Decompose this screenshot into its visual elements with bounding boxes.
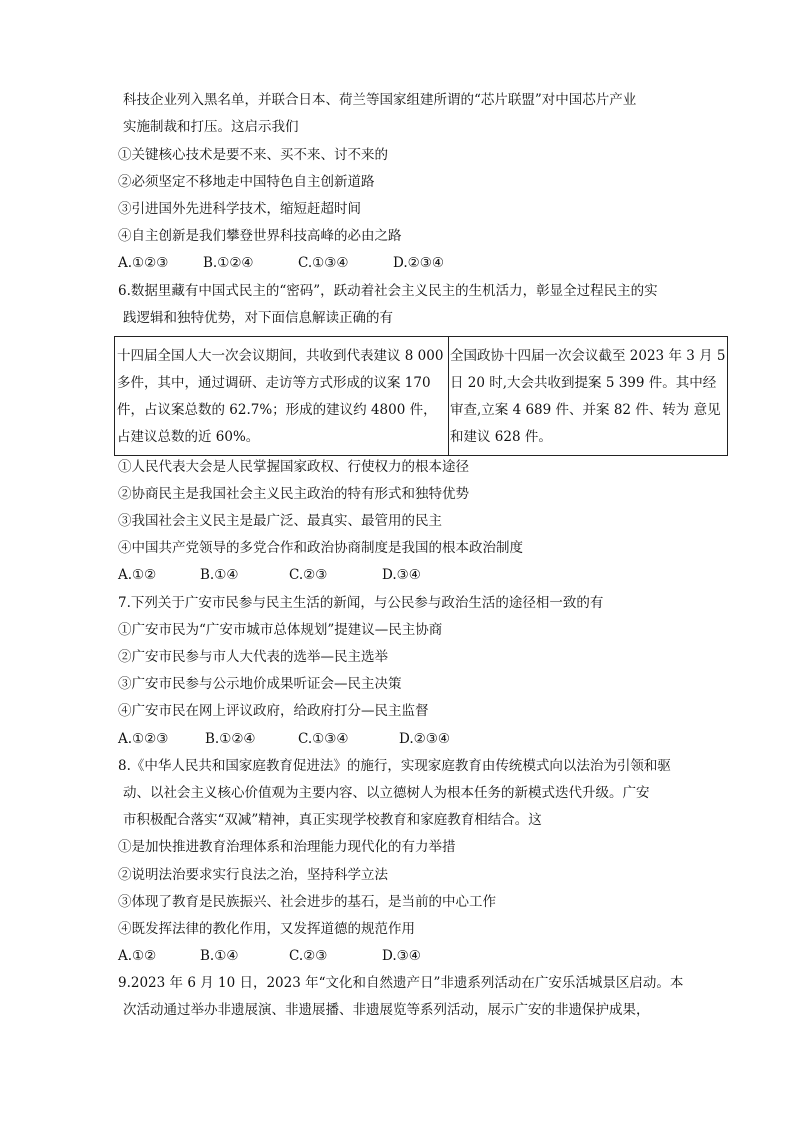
q9-stem-line-1: 9.2023 年 6 月 10 日，2023 年“文化和自然遗产日”非遗系列活动在广安乐活城景区启动。本 xyxy=(118,975,684,991)
q5-option-c: C.①③④ xyxy=(298,255,349,271)
q5-item-2: ②必须坚定不移地走中国特色自主创新道路 xyxy=(118,174,375,190)
q6-stem-line-1: 6.数据里藏有中国式民主的“密码”，跃动着社会主义民主的生机活力，彰显全过程民主的实 xyxy=(118,283,658,299)
q7-item-2: ②广安市民参与市人大代表的选举—民主选举 xyxy=(118,649,388,665)
q5-item-3: ③引进国外先进科学技术，缩短赶超时间 xyxy=(118,201,361,217)
q5-item-4: ④自主创新是我们攀登世界科技高峰的必由之路 xyxy=(118,228,402,244)
q6-item-4: ④中国共产党领导的多党合作和政治协商制度是我国的根本政治制度 xyxy=(118,540,523,556)
q7-item-3: ③广安市民参与公示地价成果听证会—民主决策 xyxy=(118,676,402,692)
q5-option-d: D.②③④ xyxy=(393,255,444,271)
q5-stem-line-1: 科技企业列入黑名单，并联合日本、荷兰等国家组建所谓的“芯片联盟”对中国芯片产业 xyxy=(123,92,637,108)
q6-option-d: D.③④ xyxy=(382,567,421,583)
q5-option-b: B.①②④ xyxy=(203,255,254,271)
q6-item-1: ①人民代表大会是人民掌握国家政权、行使权力的根本途径 xyxy=(118,459,469,475)
q9-stem-line-2: 次活动通过举办非遗展演、非遗展播、非遗展览等系列活动，展示广安的非遗保护成果， xyxy=(123,1002,650,1018)
q7-option-b: B.①②④ xyxy=(205,731,256,747)
q6-item-2: ②协商民主是我国社会主义民主政治的特有形式和独特优势 xyxy=(118,486,469,502)
q6-option-c: C.②③ xyxy=(289,567,328,583)
q8-option-b: B.①④ xyxy=(200,948,239,964)
q5-option-a: A.①②③ xyxy=(118,255,169,271)
q5-stem-line-2: 实施制裁和打压。这启示我们 xyxy=(123,119,299,135)
q8-item-4: ④既发挥法律的教化作用，又发挥道德的规范作用 xyxy=(118,921,415,937)
q7-stem: 7.下列关于广安市民参与民主生活的新闻，与公民参与政治生活的途径相一致的有 xyxy=(118,595,604,611)
q7-option-c: C.①③④ xyxy=(298,731,349,747)
q8-stem-line-2: 动、以社会主义核心价值观为主要内容、以立德树人为根本任务的新模式迭代升级。广安 xyxy=(123,785,650,801)
q8-option-a: A.①② xyxy=(118,948,157,964)
q8-item-1: ①是加快推进教育治理体系和治理能力现代化的有力举措 xyxy=(118,839,456,855)
q8-stem-line-1: 8.《中华人民共和国家庭教育促进法》的施行，实现家庭教育由传统模式向以法治为引领和驱 xyxy=(118,758,671,774)
q6-option-a: A.①② xyxy=(118,567,157,583)
q8-stem-line-3: 市积极配合落实“双减”精神，真正实现学校教育和家庭教育相结合。这 xyxy=(123,812,542,828)
q8-option-d: D.③④ xyxy=(382,948,421,964)
q7-option-d: D.②③④ xyxy=(399,731,450,747)
q7-item-4: ④广安市民在网上评议政府，给政府打分—民主监督 xyxy=(118,703,429,719)
q6-stem-line-2: 践逻辑和独特优势，对下面信息解读正确的有 xyxy=(123,310,393,326)
q7-option-a: A.①②③ xyxy=(118,731,169,747)
box-left-text: 十四届全国人大一次会议期间，共收到代表建议 8 000 多件，其中，通过调研、走访等方式形成的议案 170 件，占议案总数的 62.7%；形成的建议约 4800 件，占建议总数的近 60%。 xyxy=(117,348,444,445)
q8-item-2: ②说明法治要求实行良法之治，坚持科学立法 xyxy=(118,867,388,883)
q5-item-1: ①关键核心技术是要不来、买不来、讨不来的 xyxy=(118,147,388,163)
q6-item-3: ③我国社会主义民主是最广泛、最真实、最管用的民主 xyxy=(118,513,442,529)
q6-option-b: B.①④ xyxy=(200,567,239,583)
q6-info-box xyxy=(114,336,728,456)
box-divider xyxy=(448,337,449,455)
q7-item-1: ①广安市民为“广安市城市总体规划”提建议—民主协商 xyxy=(118,622,443,638)
q8-option-c: C.②③ xyxy=(289,948,328,964)
box-right-text: 全国政协十四届一次会议截至 2023 年 3 月 5 日 20 时,大会共收到提案 5 399 件。其中经审查,立案 4 689 件、并案 82 件、转为 意见和建议 628 件。 xyxy=(450,348,726,445)
q8-item-3: ③体现了教育是民族振兴、社会进步的基石，是当前的中心工作 xyxy=(118,894,496,910)
